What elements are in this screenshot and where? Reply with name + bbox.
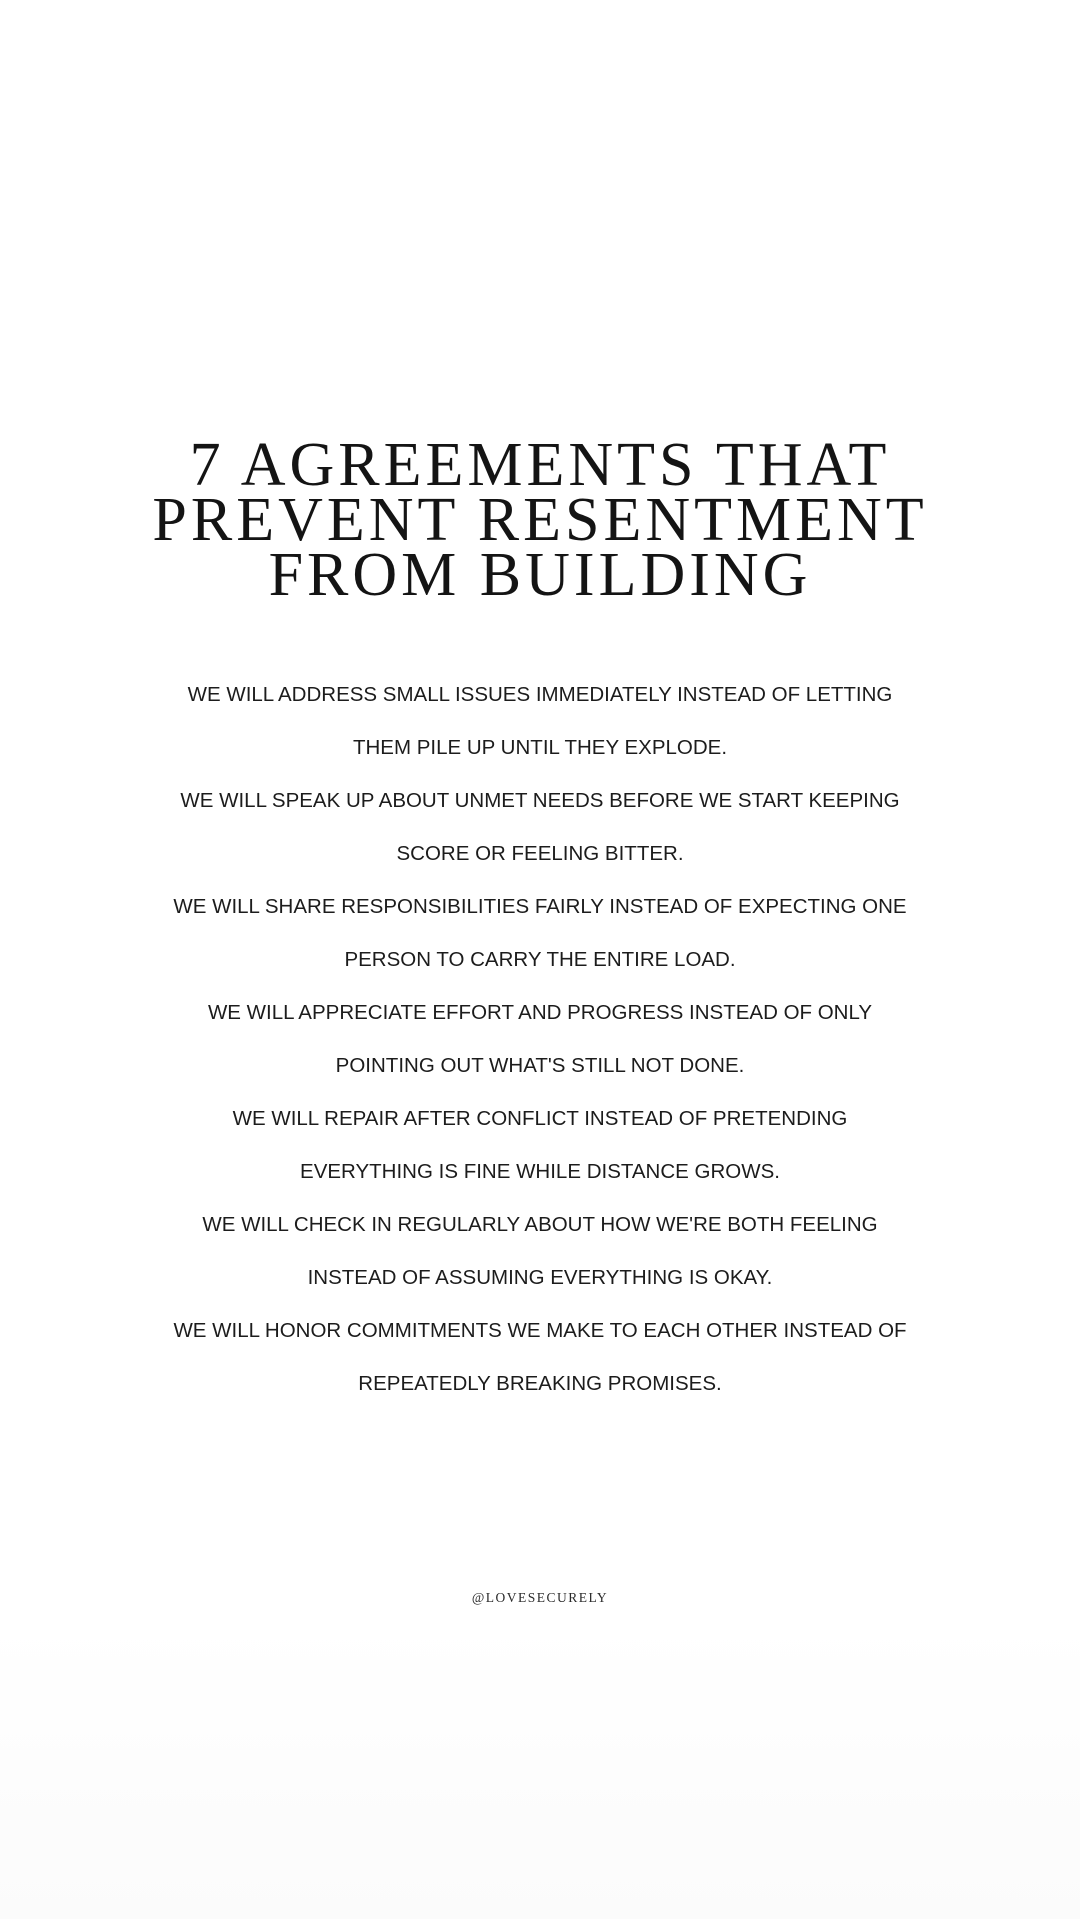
agreement-text: WE WILL REPAIR AFTER CONFLICT INSTEAD OF PRETENDING (232, 1107, 848, 1130)
agreement-item (0, 668, 1080, 774)
agreement-text: WE WILL SHARE RESPONSIBILITIES FAIRLY INSTEAD OF EXPECTING ONE (173, 895, 907, 918)
agreement-text: WE WILL SPEAK UP ABOUT UNMET NEEDS BEFORE WE START KEEPING (180, 789, 900, 812)
title-line: FROM BUILDING (268, 541, 812, 609)
agreement-text: WE WILL APPRECIATE EFFORT AND PROGRESS INSTEAD OF ONLY (207, 1001, 873, 1024)
agreement-text: INSTEAD OF ASSUMING EVERYTHING IS OKAY. (307, 1266, 773, 1289)
agreement-item (0, 986, 1080, 1092)
agreements-list (0, 668, 1080, 1410)
title-line: PREVENT RESENTMENT (152, 486, 928, 554)
agreement-item (0, 1304, 1080, 1410)
agreement-item (0, 1092, 1080, 1198)
agreement-text: WE WILL CHECK IN REGULARLY ABOUT HOW WE'RE BOTH FEELING (202, 1213, 878, 1236)
agreement-text: REPEATEDLY BREAKING PROMISES. (358, 1372, 722, 1395)
agreement-text: EVERYTHING IS FINE WHILE DISTANCE GROWS. (300, 1160, 780, 1183)
agreement-item (0, 880, 1080, 986)
page-title (0, 431, 1080, 609)
agreement-text: THEM PILE UP UNTIL THEY EXPLODE. (352, 736, 728, 759)
agreement-text: WE WILL HONOR COMMITMENTS WE MAKE TO EACH OTHER INSTEAD OF (173, 1319, 907, 1342)
author-handle: @LOVESECURELY (471, 1590, 609, 1605)
agreement-item (0, 774, 1080, 880)
agreement-item (0, 1198, 1080, 1304)
agreement-text: SCORE OR FEELING BITTER. (396, 842, 684, 865)
agreement-text: PERSON TO CARRY THE ENTIRE LOAD. (344, 948, 736, 971)
agreement-text: POINTING OUT WHAT'S STILL NOT DONE. (335, 1054, 745, 1077)
title-line: 7 AGREEMENTS THAT (189, 431, 891, 499)
agreement-text: WE WILL ADDRESS SMALL ISSUES IMMEDIATELY INSTEAD OF LETTING (187, 683, 893, 706)
